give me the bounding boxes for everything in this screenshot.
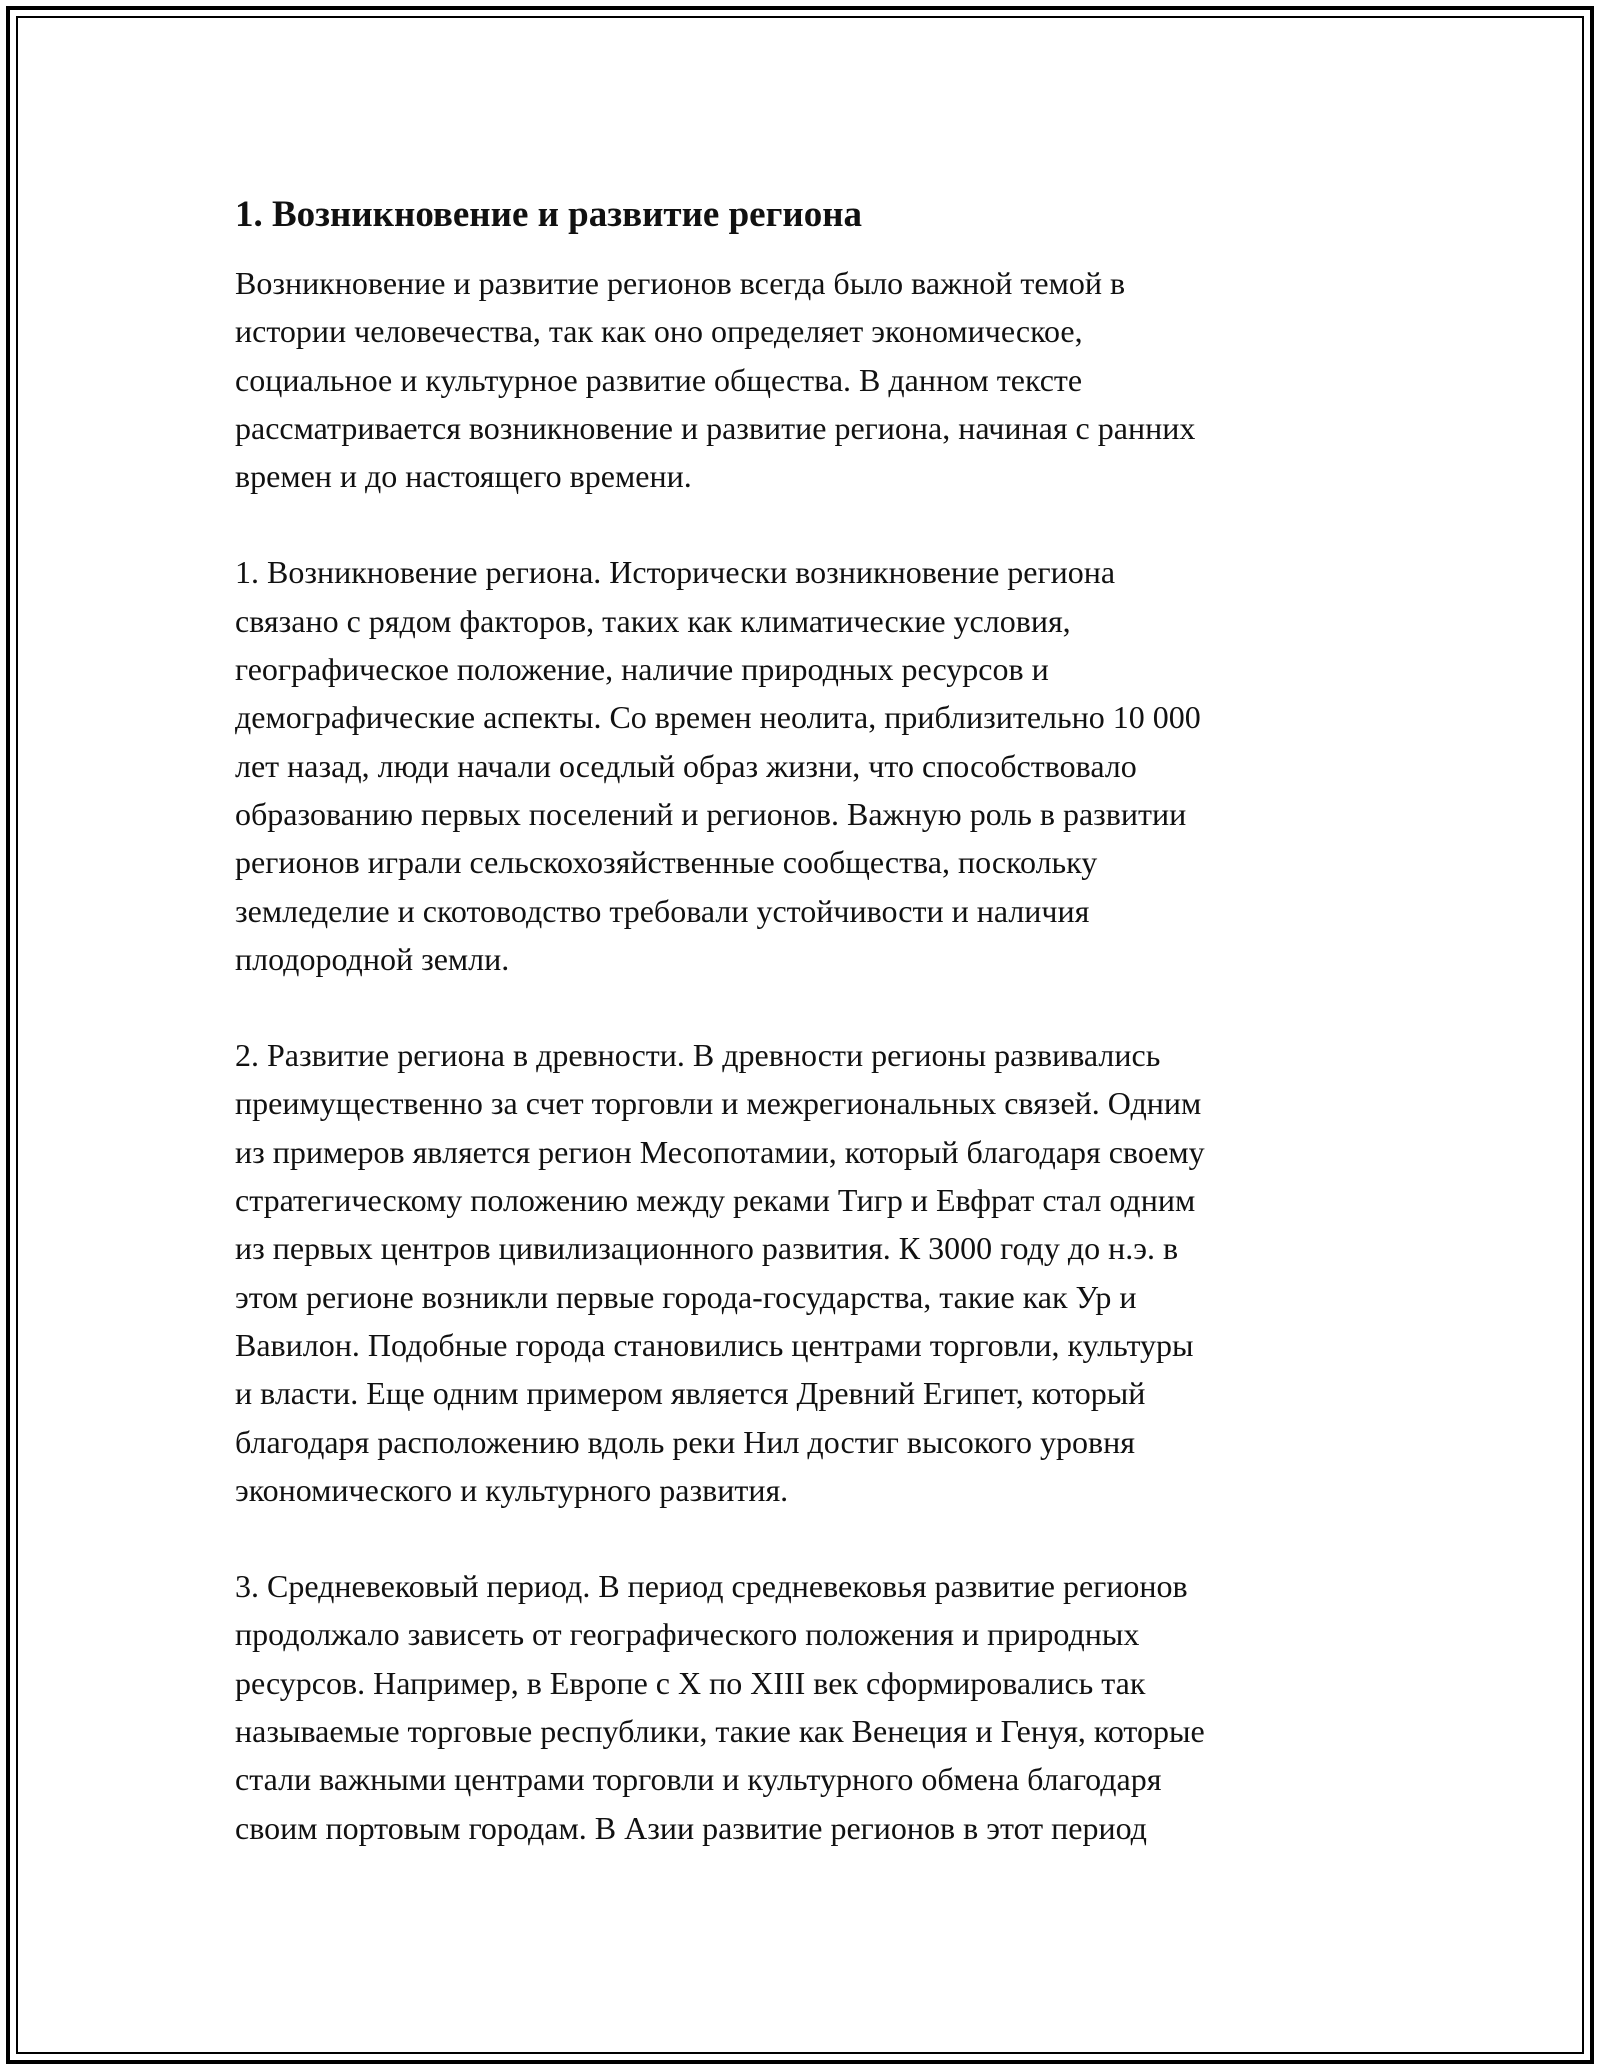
text-line: 3. Средневековый период. В период средневековья развитие регионов: [235, 1568, 1188, 1605]
text-line: продолжало зависеть от географического положения и природных: [235, 1616, 1140, 1653]
text-line: этом регионе возникли первые города-государства, такие как Ур и: [235, 1278, 1137, 1315]
text-line: ресурсов. Например, в Европе с X по XIII век сформировались так: [235, 1664, 1146, 1701]
text-line: благодаря расположению вдоль реки Нил достиг высокого уровня: [235, 1423, 1135, 1460]
text-line: Вавилон. Подобные города становились центрами торговли, культуры: [235, 1326, 1194, 1363]
text-line: рассматривается возникновение и развитие региона, начиная с ранних: [235, 409, 1196, 446]
document-page: [235, 185, 1365, 1900]
text-line: социальное и культурное развитие общества. В данном тексте: [235, 361, 1083, 398]
text-line: 1. Возникновение региона. Исторически возникновение региона: [235, 554, 1116, 591]
paragraph-origin: [235, 548, 1365, 983]
text-line: регионов играли сельскохозяйственные сообщества, поскольку: [235, 844, 1098, 881]
text-line: времен и до настоящего времени.: [235, 458, 692, 495]
text-line: своим портовым городам. В Азии развитие регионов в этот период: [235, 1809, 1147, 1846]
text-line: преимущественно за счет торговли и межрегиональных связей. Одним: [235, 1085, 1202, 1122]
text-line: и власти. Еще одним примером является Древний Египет, который: [235, 1375, 1146, 1412]
text-line: называемые торговые республики, такие как Венеция и Генуя, которые: [235, 1713, 1205, 1750]
document-heading: 1. Возникновение и развитие региона: [235, 194, 863, 235]
text-line: земледелие и скотоводство требовали устойчивости и наличия: [235, 892, 1090, 929]
paragraph-middle-ages: [235, 1562, 1365, 1852]
text-line: истории человечества, так как оно определяет экономическое,: [235, 313, 1083, 350]
paragraph-intro: [235, 259, 1365, 500]
paragraph-antiquity: [235, 1031, 1365, 1514]
text-line: из первых центров цивилизационного развития. К 3000 году до н.э. в: [235, 1230, 1179, 1267]
text-line: географическое положение, наличие природных ресурсов и: [235, 651, 1049, 688]
text-line: демографические аспекты. Со времен неолита, приблизительно 10 000: [235, 699, 1201, 736]
text-line: образованию первых поселений и регионов. Важную роль в развитии: [235, 795, 1187, 832]
text-line: экономического и культурного развития.: [235, 1471, 789, 1508]
text-line: 2. Развитие региона в древности. В древности регионы развивались: [235, 1037, 1161, 1074]
text-line: плодородной земли.: [235, 940, 510, 977]
text-line: лет назад, люди начали оседлый образ жизни, что способствовало: [235, 747, 1137, 784]
text-line: стратегическому положению между реками Тигр и Евфрат стал одним: [235, 1182, 1196, 1219]
text-line: из примеров является регион Месопотамии, который благодаря своему: [235, 1133, 1205, 1170]
text-line: стали важными центрами торговли и культурного обмена благодаря: [235, 1761, 1162, 1798]
text-line: Возникновение и развитие регионов всегда было важной темой в: [235, 265, 1126, 301]
text-line: связано с рядом факторов, таких как климатические условия,: [235, 602, 1071, 639]
